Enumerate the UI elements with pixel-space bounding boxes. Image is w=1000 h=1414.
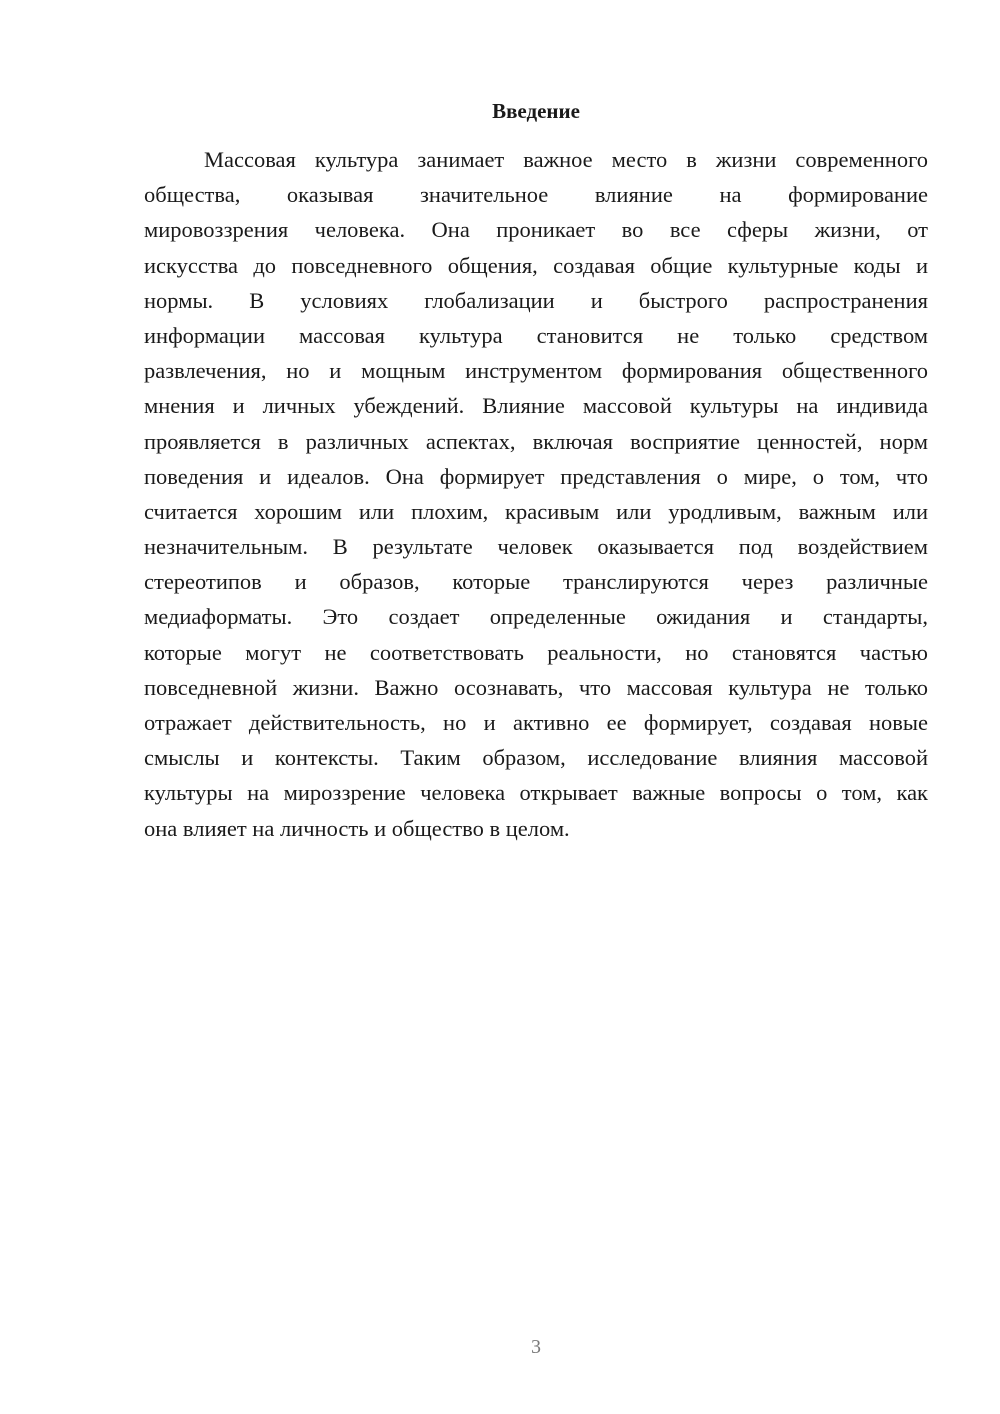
- page-number: 3: [531, 1336, 541, 1358]
- paragraph-line: нормы. В условиях глобализации и быстрого распространения: [144, 287, 928, 313]
- paragraph-line: мнения и личных убеждений. Влияние массовой культуры на индивида: [144, 393, 928, 419]
- paragraph-line: медиаформаты. Это создает определенные ожидания и стандарты,: [144, 604, 928, 630]
- paragraph-line: общества, оказывая значительное влияние на формирование: [144, 182, 928, 208]
- paragraph-line: смыслы и контексты. Таким образом, исследование влияния массовой: [144, 745, 928, 771]
- paragraph-line: повседневной жизни. Важно осознавать, что массовая культура не только: [144, 674, 928, 700]
- paragraph-line: незначительным. В результате человек оказывается под воздействием: [144, 534, 928, 560]
- paragraph-line: развлечения, но и мощным инструментом формирования общественного: [144, 358, 928, 384]
- paragraph-line: которые могут не соответствовать реальности, но становятся частью: [144, 639, 928, 665]
- paragraph-line: искусства до повседневного общения, создавая общие культурные коды и: [144, 252, 928, 278]
- paragraph-line: поведения и идеалов. Она формирует представления о мире, о том, что: [144, 463, 928, 489]
- paragraph-line: стереотипов и образов, которые транслируются через различные: [144, 569, 928, 595]
- paragraph-line: Массовая культура занимает важное место в жизни современного: [204, 147, 928, 172]
- paragraph-line: проявляется в различных аспектах, включая восприятие ценностей, норм: [144, 428, 928, 454]
- paragraph-line: она влияет на личность и общество в целом.: [144, 815, 570, 841]
- paragraph-line: мировоззрения человека. Она проникает во все сферы жизни, от: [144, 217, 928, 243]
- paragraph-line: информации массовая культура становится не только средством: [144, 322, 928, 348]
- paragraph-line: культуры на мироззрение человека открывает важные вопросы о том, как: [144, 780, 928, 806]
- section-heading: Введение: [492, 99, 580, 123]
- paragraph-line: отражает действительность, но и активно ее формирует, создавая новые: [144, 710, 928, 735]
- paragraph-line: считается хорошим или плохим, красивым или уродливым, важным или: [144, 498, 928, 524]
- body-paragraph: [144, 142, 928, 846]
